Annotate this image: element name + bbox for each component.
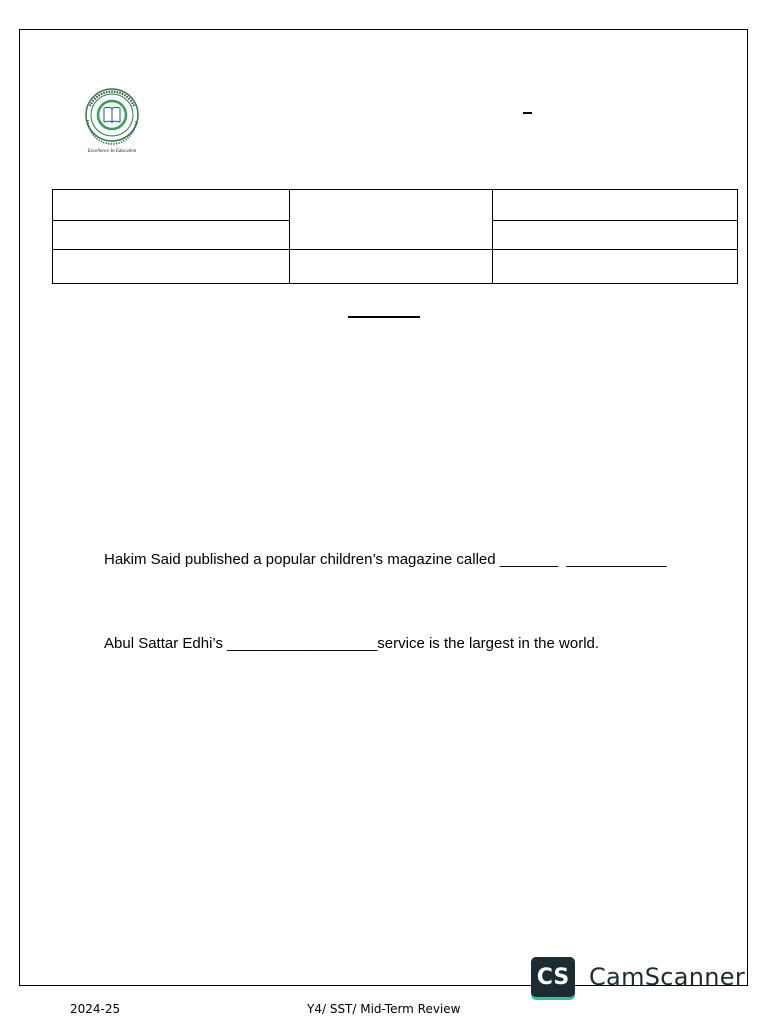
info-cell-subject (493, 221, 738, 250)
page-border (19, 29, 748, 986)
footer-code: Y4/ SST/ Mid-Term Review (307, 1002, 461, 1016)
question-1: Hakim Said published a popular children’s magazine called _______ ____________ (104, 551, 667, 568)
title-underline (348, 316, 420, 318)
camscanner-logo-icon: CS (531, 957, 575, 997)
camscanner-brand: CamScanner (589, 963, 746, 991)
camscanner-watermark (531, 955, 745, 999)
school-logo (74, 86, 150, 154)
question-2: Abul Sattar Edhi’s __________________service is the largest in the world. (104, 635, 600, 652)
info-cell-class (53, 221, 290, 250)
info-cell-time (53, 250, 290, 284)
header-dash (523, 112, 532, 114)
info-cell-marks (290, 250, 493, 284)
footer-year: 2024-25 (70, 1002, 121, 1016)
info-cell-merged (290, 190, 493, 250)
student-info-table (52, 189, 738, 284)
info-cell-date (493, 190, 738, 221)
logo-motto: Excellence In Education (87, 149, 137, 154)
info-cell-name (53, 190, 290, 221)
info-cell-signature (493, 250, 738, 284)
